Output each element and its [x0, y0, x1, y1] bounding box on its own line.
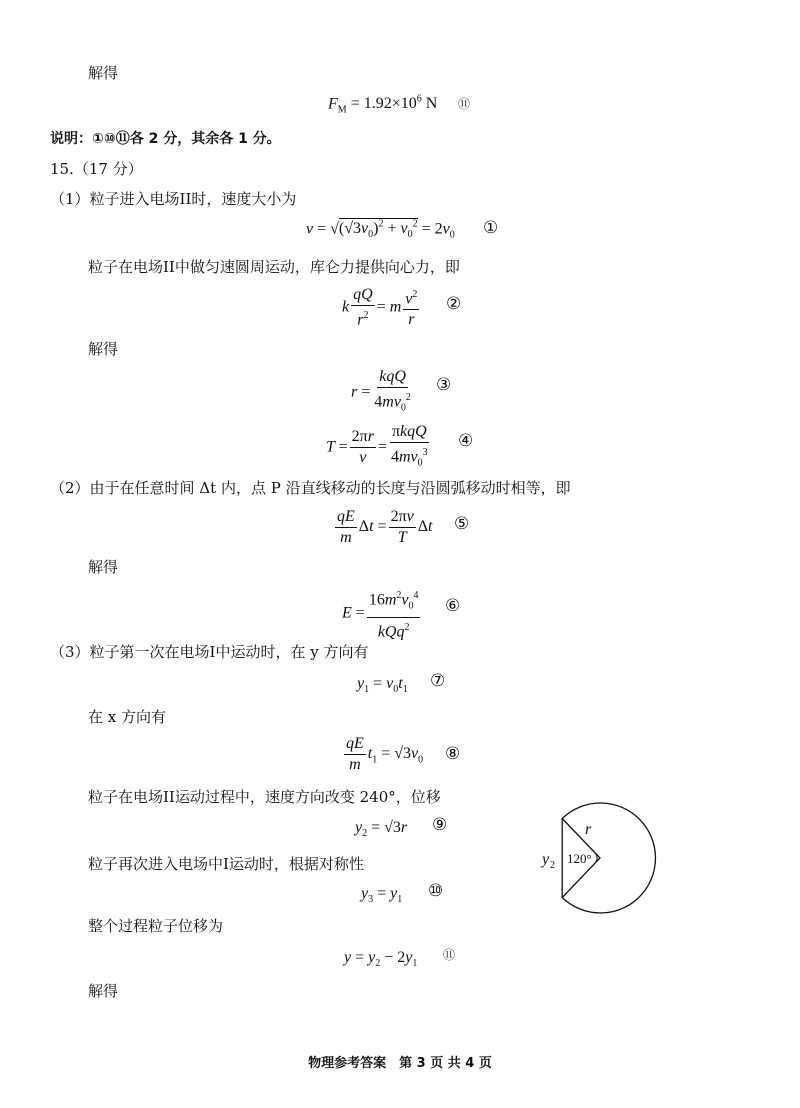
text-jiede-2: 解得 — [88, 340, 119, 358]
mark-4: ④ — [458, 431, 474, 450]
mark-3: ③ — [436, 375, 452, 394]
mark-5: ⑤ — [454, 514, 470, 533]
mark-1: ① — [483, 218, 499, 237]
equation-x-direction: $\frac{qE}{m}$ $t_1 = √3v_0$ — [346, 735, 424, 773]
equation-total-displacement: $y = y_2 - 2y_1$ — [344, 949, 418, 970]
text-part-3d: 粒子再次进入电场中I运动时，根据对称性 — [88, 855, 364, 873]
text-part-3c: 粒子在电场II运动过程中，速度方向改变 240°，位移 — [88, 788, 441, 806]
equation-y3: $y_3 = y_1$ — [361, 885, 403, 906]
equation-radius: r = $\frac{\text{kqQ}}{4mv_0^2}$ — [351, 368, 411, 414]
mark-6: ⑥ — [445, 596, 461, 615]
y2-label: y — [542, 851, 550, 868]
mark-10: ⑩ — [428, 881, 444, 900]
text-part-3b: 在 x 方向有 — [88, 708, 166, 726]
angle-label: 120° — [567, 851, 592, 866]
equation-force: $F_M = 1.92\times 10^6$ N — [328, 94, 438, 116]
circular-arc-diagram — [535, 795, 665, 925]
text-jiede-1: 解得 — [88, 64, 119, 82]
page-footer: 物理参考答案 第 3 页 共 4 页 — [308, 1056, 492, 1071]
equation-velocity: $v = √(√3v_0)^2 + v_0^2 = 2v_0$ — [306, 219, 455, 241]
text-part-3e: 整个过程粒子位移为 — [88, 917, 224, 935]
text-jiede-4: 解得 — [88, 982, 119, 1000]
mark-11b: ⑪ — [443, 948, 456, 962]
y2-subscript: 2 — [550, 860, 555, 871]
mark-8: ⑧ — [445, 744, 461, 763]
equation-field: E = $\frac{16m^2v_0^4}{kQq^2}$ — [342, 587, 422, 641]
equation-distance: $\frac{qE}{m}$ Δt = $\frac{2\pi v}{T}$ Δt — [337, 508, 433, 546]
text-part-3: （3）粒子第一次在电场I中运动时，在 y 方向有 — [50, 643, 369, 661]
mark-9: ⑨ — [432, 815, 448, 834]
mark-11a: ⑪ — [458, 97, 471, 111]
mark-2: ② — [446, 294, 462, 313]
equation-y2: $y_2 = √3r$ — [355, 819, 408, 840]
text-part-1b: 粒子在电场II中做匀速圆周运动，库仑力提供向心力，即 — [88, 258, 460, 276]
text-jiede-3: 解得 — [88, 558, 119, 576]
mark-7: ⑦ — [430, 671, 446, 690]
equation-coulomb: k $\frac{qQ}{r^2}$ = m $\frac{v^2}{r}$ — [342, 286, 418, 329]
scoring-note: 说明：①⑩⑪各 2 分，其余各 1 分。 — [50, 131, 281, 147]
text-part-2: （2）由于在任意时间 Δt 内，点 P 沿直线移动的长度与沿圆弧移动时相等，即 — [50, 479, 571, 497]
equation-period: T = $\frac{2\pi r}{v}$ = $\frac{\text{πkqQ}}{4mv_0^3}$ — [326, 423, 428, 469]
text-part-1: （1）粒子进入电场II时，速度大小为 — [50, 190, 297, 208]
equation-y1: $y_1 = v_0t_1$ — [357, 675, 408, 696]
radius-label: r — [585, 821, 592, 838]
question-15-header: 15.（17 分） — [50, 160, 143, 178]
